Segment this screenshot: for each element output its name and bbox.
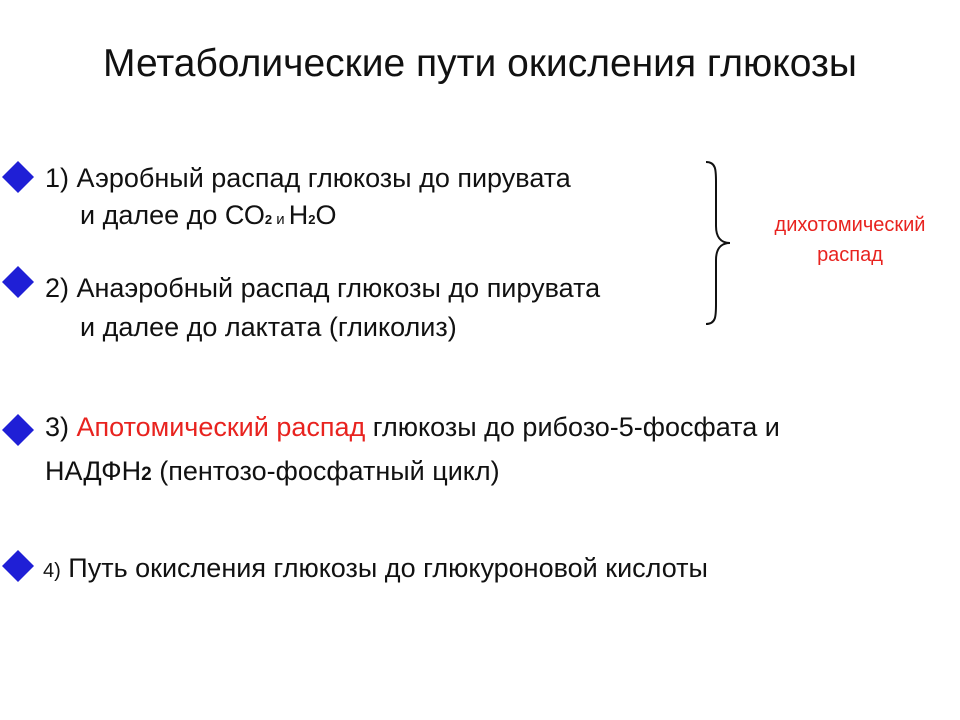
item-4-number: 4) <box>43 560 61 582</box>
nadph-text: НАДФН <box>45 456 142 486</box>
diamond-bullet-icon <box>2 414 34 446</box>
item-4-text: Путь окисления глюкозы до глюкуроновой кислоты <box>60 553 708 583</box>
diamond-bullet-icon <box>2 266 34 298</box>
item-3-prefix: 3) <box>45 412 77 442</box>
page-title: Метаболические пути окисления глюкозы <box>103 42 857 85</box>
item-1-line-2 <box>80 197 337 238</box>
h2o-h: Н <box>288 200 309 230</box>
brace-note-line-2: распад <box>817 244 883 266</box>
item-3-line-2 <box>45 453 500 493</box>
item-3-line-2-rest: (пентозо-фосфатный цикл) <box>151 456 500 486</box>
item-2-line-2: и далее до лактата (гликолиз) <box>80 312 457 342</box>
item-1-line-2-text: и далее до СО <box>80 200 265 230</box>
brace-note-line-1: дихотомический <box>774 214 926 236</box>
item-3-line-1 <box>45 409 780 445</box>
item-1-conjunction: и <box>272 211 289 228</box>
item-4-line <box>43 550 708 589</box>
apotomic-highlight: Апотомический распад <box>76 412 366 442</box>
nadph-subscript: 2 <box>141 464 152 485</box>
item-2-line-1: 2) Анаэробный распад глюкозы до пирувата <box>45 273 601 303</box>
co2-subscript: 2 <box>264 212 273 227</box>
h2o-subscript: 2 <box>308 212 316 227</box>
item-3-rest: глюкозы до рибозо-5-фосфата и <box>365 412 780 442</box>
diamond-bullet-icon <box>2 161 34 193</box>
h2o-o: О <box>315 200 337 230</box>
diamond-bullet-icon <box>2 550 34 582</box>
curly-brace-icon <box>700 160 734 331</box>
item-1-line-1: 1) Аэробный распад глюкозы до пирувата <box>45 163 571 193</box>
